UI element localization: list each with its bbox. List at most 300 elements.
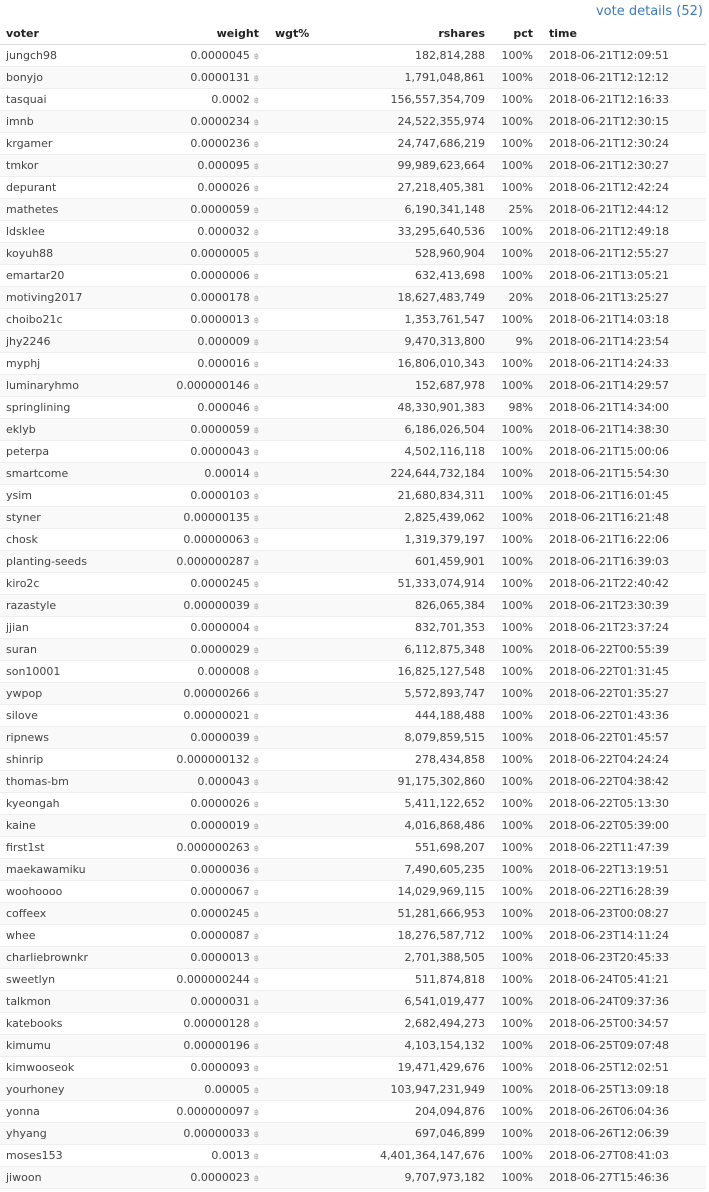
pct-cell: 100% [485,45,533,67]
voter-link[interactable]: krgamer [6,137,53,150]
voter-cell [0,287,154,309]
pct-cell: 100% [485,155,533,177]
voter-link[interactable]: son10001 [6,665,61,678]
weight-value: 0.0000005 [190,247,250,260]
wgt-pct-cell [259,991,327,1013]
wgt-pct-cell [259,529,327,551]
weight-cell [154,463,259,485]
weight-value: 0.000043 [197,775,250,788]
time-cell: 2018-06-21T12:55:27 [533,243,706,265]
rshares-cell: 224,644,732,184 [327,463,485,485]
table-row [0,683,706,705]
voter-link[interactable]: motiving2017 [6,291,83,304]
voter-cell [0,485,154,507]
table-row [0,1167,706,1189]
voter-cell [0,925,154,947]
weight-cell [154,529,259,551]
table-row [0,265,706,287]
voter-link[interactable]: sweetlyn [6,973,56,986]
voter-link[interactable]: whee [6,929,36,942]
voter-link[interactable]: woohoooo [6,885,63,898]
table-row [0,111,706,133]
voter-cell [0,353,154,375]
pct-cell: 100% [485,815,533,837]
voter-link[interactable]: kyeongah [6,797,60,810]
steem-symbol-icon: ฿ [253,447,259,457]
voter-cell [0,177,154,199]
voter-link[interactable]: luminaryhmo [6,379,79,392]
time-cell: 2018-06-21T12:44:12 [533,199,706,221]
wgt-pct-cell [259,881,327,903]
table-row [0,793,706,815]
voter-link[interactable]: jjian [6,621,29,634]
wgt-pct-cell [259,859,327,881]
rshares-cell: 204,094,876 [327,1101,485,1123]
rshares-cell: 2,825,439,062 [327,507,485,529]
pct-cell: 100% [485,661,533,683]
table-row [0,243,706,265]
voter-link[interactable]: smartcome [6,467,69,480]
weight-value: 0.000008 [197,665,250,678]
time-cell: 2018-06-27T08:41:03 [533,1145,706,1167]
weight-value: 0.00000135 [183,511,250,524]
voter-cell [0,133,154,155]
voter-cell [0,243,154,265]
steem-symbol-icon: ฿ [253,183,259,193]
rshares-cell: 6,112,875,348 [327,639,485,661]
table-row [0,177,706,199]
voter-link[interactable]: silove [6,709,38,722]
steem-symbol-icon: ฿ [253,1041,259,1051]
table-row [0,133,706,155]
weight-value: 0.000000263 [176,841,250,854]
voter-link[interactable]: talkmon [6,995,51,1008]
pct-cell: 25% [485,199,533,221]
voter-link[interactable]: jhy2246 [6,335,51,348]
pct-cell: 100% [485,683,533,705]
pct-cell: 100% [485,243,533,265]
pct-cell: 100% [485,485,533,507]
voter-link[interactable]: bonyjo [6,71,43,84]
voter-link[interactable]: ywpop [6,687,43,700]
voter-link[interactable]: eklyb [6,423,36,436]
table-row [0,815,706,837]
voter-link[interactable]: yourhoney [6,1083,65,1096]
table-row [0,529,706,551]
wgt-pct-cell [259,441,327,463]
time-cell: 2018-06-27T15:46:36 [533,1167,706,1189]
rshares-cell: 4,103,154,132 [327,1035,485,1057]
voter-link[interactable]: coffeex [6,907,47,920]
wgt-pct-cell [259,331,327,353]
time-cell: 2018-06-25T12:02:51 [533,1057,706,1079]
voter-cell [0,837,154,859]
table-row [0,397,706,419]
rshares-cell: 826,065,384 [327,595,485,617]
column-header-weight[interactable]: weight [154,23,259,45]
weight-cell [154,661,259,683]
table-row [0,463,706,485]
weight-value: 0.0000043 [190,445,250,458]
time-cell: 2018-06-21T12:30:15 [533,111,706,133]
time-cell: 2018-06-23T00:08:27 [533,903,706,925]
table-row [0,1079,706,1101]
voter-link[interactable]: jiwoon [6,1171,42,1184]
pct-cell: 100% [485,309,533,331]
column-header-rshares[interactable]: rshares [327,23,485,45]
voter-link[interactable]: imnb [6,115,34,128]
voter-link[interactable]: choibo21c [6,313,63,326]
vote-details-link[interactable]: vote details (52) [595,4,703,19]
weight-value: 0.0000029 [190,643,250,656]
voter-link[interactable]: charliebrownkr [6,951,89,964]
voter-link[interactable]: chosk [6,533,38,546]
table-row [0,925,706,947]
weight-cell [154,881,259,903]
column-header-pct[interactable]: pct [485,23,533,45]
column-header-time[interactable]: time [533,23,706,45]
steem-symbol-icon: ฿ [253,51,259,61]
voter-link[interactable]: ldsklee [6,225,45,238]
time-cell: 2018-06-21T16:21:48 [533,507,706,529]
wgt-pct-cell [259,617,327,639]
pct-cell: 100% [485,375,533,397]
voter-link[interactable]: suran [6,643,37,656]
rshares-cell: 21,680,834,311 [327,485,485,507]
table-row [0,485,706,507]
time-cell: 2018-06-21T23:37:24 [533,617,706,639]
steem-symbol-icon: ฿ [253,117,259,127]
weight-cell [154,1079,259,1101]
voter-link[interactable]: koyuh88 [6,247,54,260]
steem-symbol-icon: ฿ [253,315,259,325]
time-cell: 2018-06-24T09:37:36 [533,991,706,1013]
rshares-cell: 697,046,899 [327,1123,485,1145]
weight-value: 0.0000039 [190,731,250,744]
weight-value: 0.000000146 [176,379,250,392]
steem-symbol-icon: ฿ [253,667,259,677]
weight-cell [154,1101,259,1123]
table-row [0,1101,706,1123]
weight-cell [154,441,259,463]
table-row [0,881,706,903]
pct-cell: 100% [485,727,533,749]
table-row [0,639,706,661]
time-cell: 2018-06-26T06:04:36 [533,1101,706,1123]
voter-cell [0,45,154,67]
voter-link[interactable]: depurant [6,181,57,194]
weight-value: 0.00005 [204,1083,250,1096]
voter-cell [0,881,154,903]
weight-value: 0.00000128 [183,1017,250,1030]
steem-symbol-icon: ฿ [253,821,259,831]
wgt-pct-cell [259,419,327,441]
table-row [0,705,706,727]
wgt-pct-cell [259,67,327,89]
weight-value: 0.00014 [204,467,250,480]
weight-cell [154,815,259,837]
voter-link[interactable]: shinrip [6,753,44,766]
weight-cell [154,199,259,221]
table-row [0,947,706,969]
steem-symbol-icon: ฿ [253,359,259,369]
steem-symbol-icon: ฿ [253,491,259,501]
pct-cell: 100% [485,639,533,661]
wgt-pct-cell [259,969,327,991]
wgt-pct-cell [259,727,327,749]
weight-cell [154,705,259,727]
voter-link[interactable]: maekawamiku [6,863,86,876]
steem-symbol-icon: ฿ [253,997,259,1007]
weight-value: 0.0000045 [190,49,250,62]
rshares-cell: 14,029,969,115 [327,881,485,903]
voter-link[interactable]: springlining [6,401,71,414]
time-cell: 2018-06-22T05:39:00 [533,815,706,837]
time-cell: 2018-06-21T12:16:33 [533,89,706,111]
steem-symbol-icon: ฿ [253,755,259,765]
voter-link[interactable]: styner [6,511,41,524]
voter-link[interactable]: tmkor [6,159,39,172]
steem-symbol-icon: ฿ [253,579,259,589]
pct-cell: 100% [485,507,533,529]
wgt-pct-cell [259,111,327,133]
voter-cell [0,221,154,243]
weight-cell [154,639,259,661]
weight-cell [154,749,259,771]
weight-value: 0.000009 [197,335,250,348]
rshares-cell: 6,190,341,148 [327,199,485,221]
voter-link[interactable]: emartar20 [6,269,65,282]
weight-value: 0.0000004 [190,621,250,634]
rshares-cell: 2,682,494,273 [327,1013,485,1035]
pct-cell: 100% [485,177,533,199]
table-row [0,991,706,1013]
voter-link[interactable]: kimumu [6,1039,51,1052]
rshares-cell: 4,502,116,118 [327,441,485,463]
pct-cell: 100% [485,573,533,595]
time-cell: 2018-06-25T13:09:18 [533,1079,706,1101]
pct-cell: 100% [485,221,533,243]
pct-cell: 100% [485,1101,533,1123]
weight-cell [154,595,259,617]
wgt-pct-cell [259,661,327,683]
weight-value: 0.00000021 [183,709,250,722]
wgt-pct-cell [259,925,327,947]
voter-cell [0,397,154,419]
weight-cell [154,287,259,309]
wgt-pct-cell [259,749,327,771]
voter-cell [0,639,154,661]
pct-cell: 100% [485,969,533,991]
table-row [0,199,706,221]
time-cell: 2018-06-22T04:24:24 [533,749,706,771]
weight-cell [154,331,259,353]
voter-cell [0,1145,154,1167]
steem-symbol-icon: ฿ [253,953,259,963]
pct-cell: 100% [485,991,533,1013]
steem-symbol-icon: ฿ [253,1129,259,1139]
steem-symbol-icon: ฿ [253,73,259,83]
wgt-pct-cell [259,1035,327,1057]
time-cell: 2018-06-21T12:30:24 [533,133,706,155]
voter-cell [0,1123,154,1145]
voter-cell [0,947,154,969]
voter-link[interactable]: kiro2c [6,577,40,590]
wgt-pct-cell [259,243,327,265]
voter-cell [0,1035,154,1057]
time-cell: 2018-06-22T01:45:57 [533,727,706,749]
weight-value: 0.0000059 [190,203,250,216]
wgt-pct-cell [259,1145,327,1167]
time-cell: 2018-06-22T01:31:45 [533,661,706,683]
steem-symbol-icon: ฿ [253,337,259,347]
rshares-cell: 48,330,901,383 [327,397,485,419]
steem-symbol-icon: ฿ [253,887,259,897]
rshares-cell: 278,434,858 [327,749,485,771]
voter-link[interactable]: ysim [6,489,33,502]
steem-symbol-icon: ฿ [253,689,259,699]
pct-cell: 100% [485,859,533,881]
wgt-pct-cell [259,133,327,155]
voter-cell [0,705,154,727]
steem-symbol-icon: ฿ [253,843,259,853]
voter-link[interactable]: razastyle [6,599,57,612]
pct-cell: 100% [485,89,533,111]
weight-cell [154,155,259,177]
table-row [0,1145,706,1167]
rshares-cell: 632,413,698 [327,265,485,287]
voter-link[interactable]: kaine [6,819,36,832]
weight-cell [154,1035,259,1057]
rshares-cell: 2,701,388,505 [327,947,485,969]
rshares-cell: 601,459,901 [327,551,485,573]
wgt-pct-cell [259,463,327,485]
voter-link[interactable]: thomas-bm [6,775,69,788]
voter-link[interactable]: peterpa [6,445,50,458]
voter-cell [0,969,154,991]
voter-link[interactable]: kimwooseok [6,1061,75,1074]
table-row [0,859,706,881]
rshares-cell: 182,814,288 [327,45,485,67]
rshares-cell: 5,572,893,747 [327,683,485,705]
time-cell: 2018-06-21T16:39:03 [533,551,706,573]
table-row [0,89,706,111]
wgt-pct-cell [259,551,327,573]
pct-cell: 100% [485,1123,533,1145]
voter-cell [0,903,154,925]
weight-value: 0.0000131 [190,71,250,84]
rshares-cell: 9,470,313,800 [327,331,485,353]
weight-value: 0.0000036 [190,863,250,876]
voter-cell [0,551,154,573]
weight-cell [154,265,259,287]
time-cell: 2018-06-21T14:38:30 [533,419,706,441]
voter-link[interactable]: katebooks [6,1017,63,1030]
voter-link[interactable]: ripnews [6,731,50,744]
rshares-cell: 91,175,302,860 [327,771,485,793]
weight-cell [154,793,259,815]
wgt-pct-cell [259,947,327,969]
rshares-cell: 1,791,048,861 [327,67,485,89]
voter-link[interactable]: planting-seeds [6,555,88,568]
column-header-wgt-pct[interactable]: wgt% [259,23,327,45]
time-cell: 2018-06-21T22:40:42 [533,573,706,595]
voter-cell [0,815,154,837]
weight-value: 0.0000178 [190,291,250,304]
pct-cell: 100% [485,111,533,133]
wgt-pct-cell [259,837,327,859]
wgt-pct-cell [259,155,327,177]
rshares-cell: 1,319,379,197 [327,529,485,551]
pct-cell: 100% [485,67,533,89]
voter-link[interactable]: myphj [6,357,41,370]
time-cell: 2018-06-21T12:42:24 [533,177,706,199]
steem-symbol-icon: ฿ [253,139,259,149]
wgt-pct-cell [259,199,327,221]
votes-table [0,23,706,1189]
time-cell: 2018-06-21T12:49:18 [533,221,706,243]
voter-cell [0,1057,154,1079]
time-cell: 2018-06-23T20:45:33 [533,947,706,969]
table-row [0,771,706,793]
weight-value: 0.000032 [197,225,250,238]
table-row [0,969,706,991]
time-cell: 2018-06-22T04:38:42 [533,771,706,793]
time-cell: 2018-06-21T12:12:12 [533,67,706,89]
votes-table-body [0,45,706,1189]
table-row [0,67,706,89]
column-header-voter[interactable]: voter [0,23,154,45]
rshares-cell: 6,186,026,504 [327,419,485,441]
voter-link[interactable]: jungch98 [6,49,57,62]
weight-value: 0.0000103 [190,489,250,502]
weight-value: 0.00000196 [183,1039,250,1052]
time-cell: 2018-06-21T15:00:06 [533,441,706,463]
steem-symbol-icon: ฿ [253,513,259,523]
voter-cell [0,1101,154,1123]
weight-value: 0.000000287 [176,555,250,568]
steem-symbol-icon: ฿ [253,425,259,435]
weight-value: 0.0000031 [190,995,250,1008]
table-row [0,1057,706,1079]
voter-link[interactable]: tasquai [6,93,47,106]
table-row [0,1035,706,1057]
weight-value: 0.0000067 [190,885,250,898]
voter-link[interactable]: first1st [6,841,45,854]
table-row [0,573,706,595]
wgt-pct-cell [259,397,327,419]
time-cell: 2018-06-22T16:28:39 [533,881,706,903]
voter-link[interactable]: yonna [6,1105,40,1118]
table-row [0,419,706,441]
voter-cell [0,749,154,771]
weight-cell [154,837,259,859]
time-cell: 2018-06-22T05:13:30 [533,793,706,815]
time-cell: 2018-06-21T16:22:06 [533,529,706,551]
rshares-cell: 551,698,207 [327,837,485,859]
weight-cell [154,485,259,507]
table-row [0,551,706,573]
table-row [0,507,706,529]
voter-link[interactable]: mathetes [6,203,59,216]
pct-cell: 100% [485,529,533,551]
voter-link[interactable]: moses153 [6,1149,63,1162]
pct-cell: 100% [485,749,533,771]
voter-link[interactable]: yhyang [6,1127,47,1140]
pct-cell: 98% [485,397,533,419]
voter-cell [0,199,154,221]
steem-symbol-icon: ฿ [253,1085,259,1095]
